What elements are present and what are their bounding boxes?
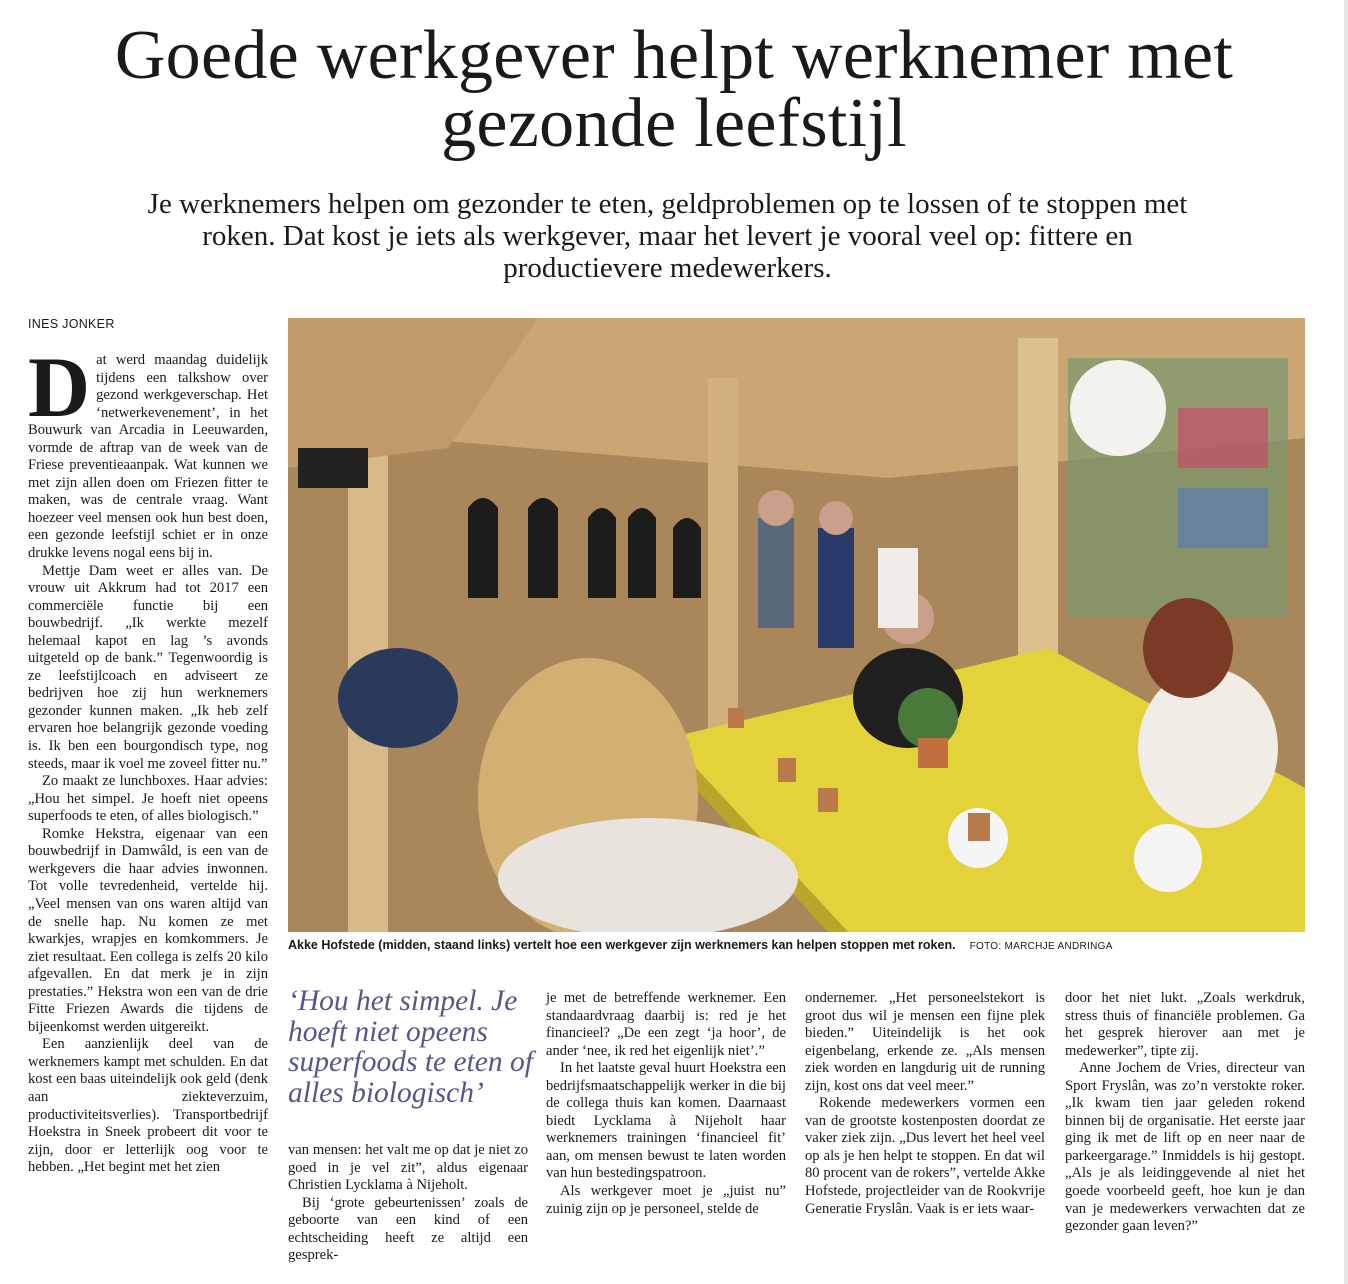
paragraph: van mensen: het valt me op dat je niet zo goed in je vel zit”, aldus eigenaar Christien Lycklama à Nijeholt. [288, 1142, 528, 1194]
article-column-3 [546, 990, 786, 1218]
paragraph: Romke Hekstra, eigenaar van een bouwbedrijf in Damwâld, is een van de werkgevers die haar advies inwonnen. Tot volle tevredenheid, vertelde hij. „Veel mensen van ons waren altijd van de snelle hap. Nu komen ze met kwarkjes, wrapjes en komkommers. Je ziet resultaat. Een collega is zelfs 20 kilo afgevallen. En dat merk je in zijn prestaties.” Hekstra won een van de drie Fitte Friezen Awards die tijdens de bijeenkomst werden uitgereikt. [28, 825, 268, 1035]
paragraph: Anne Jochem de Vries, directeur van Sport Fryslân, was zo’n verstokte roker. „Ik kwam tien jaar geleden rokend binnen bij de organisatie. Het eerste jaar ging ik met de lift op en neer naar de parkeergarage.” Inmiddels is hij gestopt. „Als je als leidinggevende al niet het goede voorbeeld geeft, hoe kun je dan van je medewerkers verwachten dat ze gezonder gaan leven?” [1065, 1060, 1305, 1235]
article-photo [288, 318, 1305, 932]
paragraph: Dat werd maandag duidelijk tijdens een talkshow over gezond werkgeverschap. Het ‘netwerkevenement’, in het Bouwurk van Arcadia in Leeuwarden, vormde de aftrap van de week van de Friese preventieaanpak. Wat kunnen we met zijn allen doen om Friezen fitter te maken, was de centrale vraag. Want hoezeer veel mensen ook hun best doen, een gezonde leefstijl schiet er in onze drukke levens nogal eens bij in. [28, 339, 268, 562]
subheadline: Je werknemers helpen om gezonder te eten, geldproblemen op te lossen of te stoppen met roken. Dat kost je iets als werkgever, maar het levert je vooral veel op: fittere en productievere medewerkers. [147, 188, 1188, 284]
paragraph: In het laatste geval huurt Hoekstra een bedrijfsmaatschappelijk werker in die bij de collega thuis kan komen. Daarnaast biedt Lycklama à Nijeholt haar werknemers trainingen ‘financieel fit’ aan, om mensen bewust te laten worden van hun bestedingspatroon. [546, 1060, 786, 1182]
byline: INES JONKER [28, 317, 115, 331]
article-column-4 [805, 990, 1045, 1218]
article-column-2 [288, 1142, 528, 1265]
headline: Goede werkgever helpt werknemer met gezonde leefstijl [114, 17, 1234, 162]
paragraph: Een aanzienlijk deel van de werknemers kampt met schulden. En dat kost een baas uiteindelijk ook geld (denk aan ziekteverzuim, productiviteitsverlies). Transportbedrijf Hoekstra in Sneek probeert dit voor te zijn, door er letterlijk oog voor te hebben. „Het begint met het zien [28, 1036, 268, 1176]
page-edge [1344, 0, 1348, 1284]
paragraph: Bij ‘grote gebeurtenissen’ zoals de geboorte van een kind of een echtscheiding heeft ze altijd een gesprek- [288, 1194, 528, 1264]
paragraph: je met de betreffende werknemer. Een standaardvraag daarbij is: red je het financieel? „De een zegt ‘ja hoor’, de ander ‘nee, ik red het eigenlijk niet’.” [546, 990, 786, 1059]
photo-caption [288, 938, 1308, 952]
paragraph: Zo maakt ze lunchboxes. Haar advies: „Hou het simpel. Je hoeft niet opeens superfoods te eten, of alles biologisch.” [28, 773, 268, 825]
article-column-5 [1065, 990, 1305, 1236]
pull-quote: ‘Hou het simpel. Je hoeft niet opeens superfoods te eten of alles biologisch’ [288, 985, 533, 1109]
paragraph: Als werkgever moet je „juist nu” zuinig zijn op je personeel, stelde de [546, 1183, 786, 1217]
paragraph: Rokende medewerkers vormen een van de grootste kostenposten doordat ze vaker ziek zijn. „Dus levert het heel veel op als je hen helpt te stoppen. En dat wil 80 procent van de rokers”, vertelde Akke Hofstede, projectleider van de Rookvrije Generatie Fryslân. Vaak is er iets waar- [805, 1095, 1045, 1217]
paragraph: ondernemer. „Het personeelstekort is groot dus wil je mensen een fijne plek bieden.” Uiteindelijk is het ook eigenbelang, erkende ze. „Als mensen ziek worden en langdurig uit de running zijn, kost ons dat veel meer.” [805, 990, 1045, 1094]
drop-cap: D [28, 339, 91, 435]
paragraph: Mettje Dam weet er alles van. De vrouw uit Akkrum had tot 2017 een commerciële functie bij een bouwbedrijf. „Ik werkte mezelf helemaal kapot en lag ’s avonds uitgeteld op de bank.” Tegenwoordig is ze leefstijlcoach en adviseert ze bedrijven hoe zij hun werknemers gezonder kunnen maken. „Ik heb zelf ervaren hoe belangrijk gezonde voeding is. Ik ben een bourgondisch type, nog steeds, maar ik voel me zoveel fitter nu.” [28, 562, 268, 772]
article-column-1 [28, 339, 268, 1177]
photo-illustration [288, 318, 1305, 932]
caption-text: Akke Hofstede (midden, staand links) vertelt hoe een werkgever zijn werknemers kan helpen stoppen met roken. [288, 938, 956, 952]
paragraph: door het niet lukt. „Zoals werkdruk, stress thuis of financiële problemen. Ga het gesprek hierover aan met je medewerker”, tipte zij. [1065, 990, 1305, 1059]
photo-credit: FOTO: MARCHJE ANDRINGA [969, 941, 1113, 952]
